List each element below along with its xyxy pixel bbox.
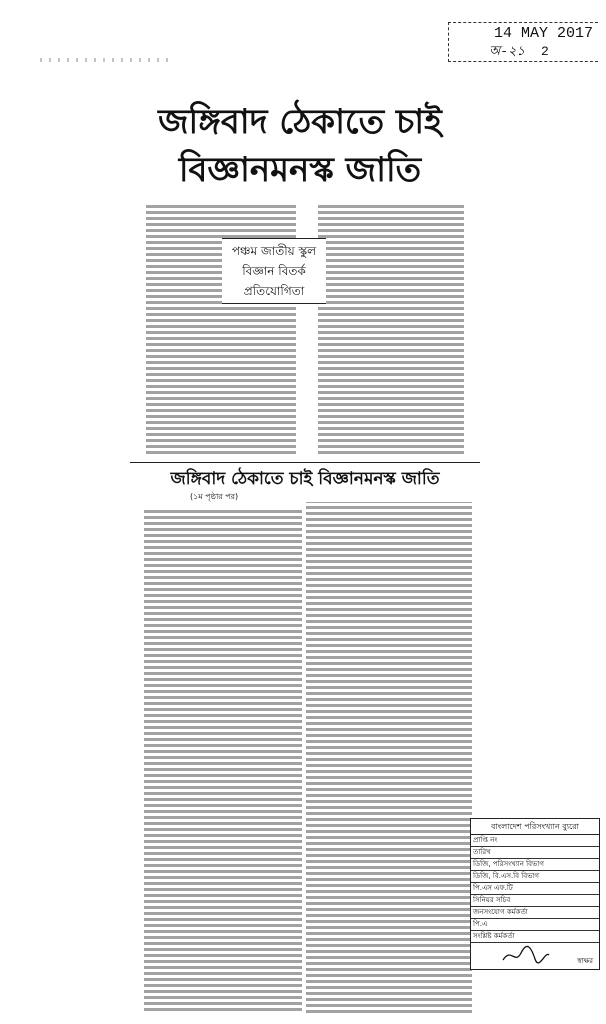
form-row: সিনিয়র সচিব — [471, 895, 599, 907]
continuation-from: (১ম পৃষ্ঠার পর) — [190, 492, 239, 501]
stamp-date: 14 MAY 2017 — [494, 25, 594, 42]
continuation-headline: জঙ্গিবাদ ঠেকাতে চাই বিজ্ঞানমনস্ক জাতি — [170, 469, 440, 489]
inset-line3: প্রতিযোগিতা — [243, 284, 305, 298]
form-row: প্রাপ্তি নং — [471, 835, 599, 847]
headline — [100, 98, 500, 194]
signature-label: স্বাক্ষর — [577, 957, 593, 965]
stamp-code: অ-২১ — [489, 44, 525, 59]
article-continuation-column-2 — [306, 500, 472, 1013]
form-row: পি.এ — [471, 919, 599, 931]
article-column-2 — [318, 205, 464, 455]
stamp-lower-line — [489, 44, 598, 59]
scan-noise — [40, 58, 170, 62]
headline-line2: বিজ্ঞানমনস্ক জাতি — [178, 150, 422, 190]
stamp-page: 2 — [540, 44, 549, 59]
form-row: তারিখ — [471, 847, 599, 859]
headline-line1: জঙ্গিবাদ ঠেকাতে চাই — [158, 102, 442, 142]
date-stamp — [448, 22, 598, 62]
signature-area — [471, 943, 599, 969]
form-row: জনসংযোগ কর্মকর্তা — [471, 907, 599, 919]
form-title: বাংলাদেশ পরিসংখ্যান ব্যুরো — [471, 819, 599, 835]
inset-line1: পঞ্চম জাতীয় স্কুল — [231, 244, 317, 258]
signature-icon — [501, 945, 551, 967]
form-row: ডিজি, বি.এস.বি বিভাগ — [471, 871, 599, 883]
continuation-header — [130, 462, 480, 502]
form-row: ডিজি, পরিসংখ্যান বিভাগ — [471, 859, 599, 871]
routing-form — [470, 818, 600, 970]
inset-box — [222, 238, 326, 304]
form-row: সংশ্লিষ্ট কর্মকর্তা — [471, 931, 599, 943]
article-continuation-column-1 — [144, 510, 302, 1013]
inset-line2: বিজ্ঞান বিতর্ক — [242, 264, 306, 278]
form-row: পি.এস এফ.টি — [471, 883, 599, 895]
